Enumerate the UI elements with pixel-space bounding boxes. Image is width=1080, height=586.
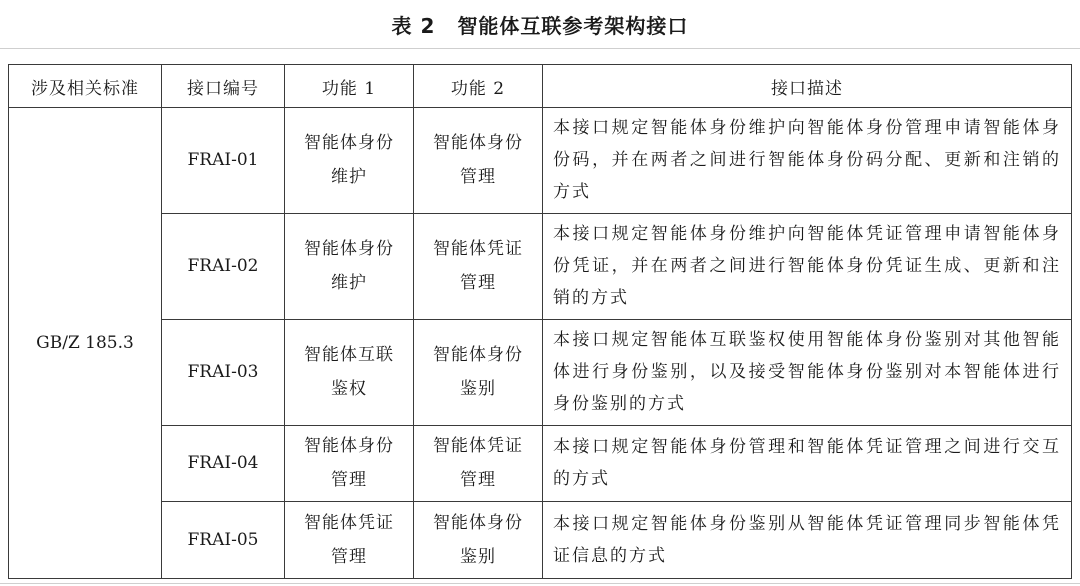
code-cell: FRAI-01 [162,108,285,214]
table-row [9,425,1072,502]
standard-cell: GB/Z 185.3 [9,108,162,579]
function-1-cell [285,425,414,502]
function-1-line: 智能体互联 [304,345,394,366]
description-cell [543,319,1072,425]
function-1-cell [285,502,414,579]
table-row [9,108,1072,214]
function-2-line: 智能体凭证 [433,239,523,260]
function-1-line: 智能体凭证 [304,513,394,534]
function-1-line: 管理 [331,470,367,491]
code-cell: FRAI-03 [162,319,285,425]
function-1-line: 智能体身份 [304,133,394,154]
function-2-line: 智能体身份 [433,513,523,534]
description-cell [543,108,1072,214]
function-1-line: 维护 [331,167,367,188]
interface-table [8,64,1072,579]
table-number: 表 2 [391,14,436,38]
description-cell [543,213,1072,319]
description-cell [543,425,1072,502]
function-2-line: 鉴别 [460,547,496,568]
code-cell: FRAI-05 [162,502,285,579]
header-function-2: 功能 2 [414,65,543,108]
function-1-cell [285,108,414,214]
function-1-line: 鉴权 [331,379,367,400]
function-2-cell [414,108,543,214]
table-row [9,213,1072,319]
function-2-cell [414,425,543,502]
table-title: 智能体互联参考架构接口 [457,14,689,38]
function-1-cell [285,319,414,425]
function-2-cell [414,213,543,319]
header-code: 接口编号 [162,65,285,108]
description-text: 本接口规定智能体互联鉴权使用智能体身份鉴别对其他智能体进行身份鉴别，以及接受智能体身份鉴别对本智能体进行身份鉴别的方式 [553,330,1061,415]
description-text: 本接口规定智能体身份管理和智能体凭证管理之间进行交互的方式 [553,437,1061,490]
top-rule [0,48,1080,49]
table-row [9,502,1072,579]
function-1-line: 管理 [331,547,367,568]
function-1-cell [285,213,414,319]
code-cell: FRAI-02 [162,213,285,319]
header-row [9,65,1072,108]
description-text: 本接口规定智能体身份鉴别从智能体凭证管理同步智能体凭证信息的方式 [553,514,1061,567]
header-function-1: 功能 1 [285,65,414,108]
function-2-line: 智能体凭证 [433,436,523,457]
function-1-line: 智能体身份 [304,239,394,260]
description-cell [543,502,1072,579]
table-row [9,319,1072,425]
bottom-rule [0,583,1080,584]
code-cell: FRAI-04 [162,425,285,502]
function-2-cell [414,319,543,425]
function-2-line: 智能体身份 [433,133,523,154]
function-2-line: 管理 [460,273,496,294]
function-2-line: 鉴别 [460,379,496,400]
table-caption [0,10,1080,39]
header-description: 接口描述 [543,65,1072,108]
header-standard: 涉及相关标准 [9,65,162,108]
function-2-cell [414,502,543,579]
function-2-line: 智能体身份 [433,345,523,366]
function-1-line: 维护 [331,273,367,294]
description-text: 本接口规定智能体身份维护向智能体身份管理申请智能体身份码，并在两者之间进行智能体身份码分配、更新和注销的方式 [553,118,1061,203]
function-1-line: 智能体身份 [304,436,394,457]
function-2-line: 管理 [460,470,496,491]
description-text: 本接口规定智能体身份维护向智能体凭证管理申请智能体身份凭证，并在两者之间进行智能体身份凭证生成、更新和注销的方式 [553,224,1061,309]
function-2-line: 管理 [460,167,496,188]
